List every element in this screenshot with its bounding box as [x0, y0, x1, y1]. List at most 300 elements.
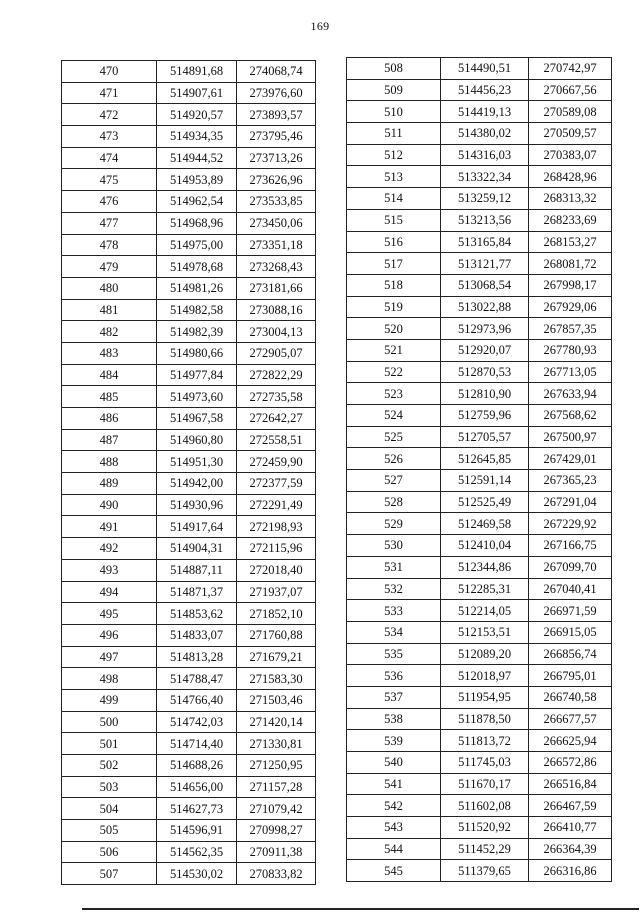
point-number-cell: 495 [62, 603, 157, 625]
y-coordinate-cell: 268313,32 [529, 188, 612, 210]
y-coordinate-cell: 267365,23 [529, 470, 612, 492]
x-coordinate-cell: 512525,49 [441, 491, 529, 513]
y-coordinate-cell: 273893,57 [237, 104, 316, 126]
y-coordinate-cell: 267166,75 [529, 535, 612, 557]
table-row [62, 169, 316, 191]
table-row [347, 405, 612, 427]
table-row [347, 730, 612, 752]
y-coordinate-cell: 270589,08 [529, 101, 612, 123]
x-coordinate-cell: 513213,56 [441, 209, 529, 231]
x-coordinate-cell: 514316,03 [441, 144, 529, 166]
point-number-cell: 476 [62, 191, 157, 213]
x-coordinate-cell: 512973,96 [441, 318, 529, 340]
table-row [347, 361, 612, 383]
x-coordinate-cell: 511379,65 [441, 860, 529, 882]
x-coordinate-cell: 514596,91 [157, 820, 237, 842]
y-coordinate-cell: 272291,49 [237, 494, 316, 516]
y-coordinate-cell: 267713,05 [529, 361, 612, 383]
y-coordinate-cell: 268233,69 [529, 209, 612, 231]
table-row [347, 860, 612, 882]
table-row [62, 234, 316, 256]
table-row [347, 838, 612, 860]
point-number-cell: 539 [347, 730, 441, 752]
x-coordinate-cell: 514975,00 [157, 234, 237, 256]
table-row [347, 188, 612, 210]
point-number-cell: 545 [347, 860, 441, 882]
x-coordinate-cell: 512469,58 [441, 513, 529, 535]
point-number-cell: 492 [62, 538, 157, 560]
x-coordinate-cell: 511954,95 [441, 686, 529, 708]
y-coordinate-cell: 266856,74 [529, 643, 612, 665]
point-number-cell: 502 [62, 755, 157, 777]
point-number-cell: 501 [62, 733, 157, 755]
x-coordinate-cell: 514490,51 [441, 58, 529, 80]
point-number-cell: 510 [347, 101, 441, 123]
y-coordinate-cell: 270383,07 [529, 144, 612, 166]
y-coordinate-cell: 268153,27 [529, 231, 612, 253]
y-coordinate-cell: 271503,46 [237, 689, 316, 711]
coordinates-table-left [61, 60, 316, 885]
point-number-cell: 494 [62, 581, 157, 603]
point-number-cell: 513 [347, 166, 441, 188]
table-row [347, 795, 612, 817]
x-coordinate-cell: 514982,39 [157, 321, 237, 343]
table-row [347, 296, 612, 318]
x-coordinate-cell: 513165,84 [441, 231, 529, 253]
x-coordinate-cell: 511520,92 [441, 817, 529, 839]
point-number-cell: 509 [347, 79, 441, 101]
table-row [62, 364, 316, 386]
x-coordinate-cell: 513259,12 [441, 188, 529, 210]
point-number-cell: 515 [347, 209, 441, 231]
x-coordinate-cell: 514456,23 [441, 79, 529, 101]
point-number-cell: 525 [347, 426, 441, 448]
table-row [347, 686, 612, 708]
x-coordinate-cell: 514904,31 [157, 538, 237, 560]
table-row [62, 711, 316, 733]
table-row [62, 277, 316, 299]
y-coordinate-cell: 273976,60 [237, 82, 316, 104]
table-row [62, 668, 316, 690]
point-number-cell: 542 [347, 795, 441, 817]
point-number-cell: 481 [62, 299, 157, 321]
table-row [347, 253, 612, 275]
table-row [62, 798, 316, 820]
y-coordinate-cell: 271079,42 [237, 798, 316, 820]
coordinates-table-right [346, 57, 612, 882]
table-row [62, 104, 316, 126]
x-coordinate-cell: 513121,77 [441, 253, 529, 275]
x-coordinate-cell: 513322,34 [441, 166, 529, 188]
table-row [62, 61, 316, 83]
point-number-cell: 536 [347, 665, 441, 687]
point-number-cell: 497 [62, 646, 157, 668]
point-number-cell: 475 [62, 169, 157, 191]
table-row [62, 386, 316, 408]
table-row [347, 101, 612, 123]
point-number-cell: 505 [62, 820, 157, 842]
point-number-cell: 491 [62, 516, 157, 538]
x-coordinate-cell: 512870,53 [441, 361, 529, 383]
point-number-cell: 529 [347, 513, 441, 535]
x-coordinate-cell: 514930,96 [157, 494, 237, 516]
y-coordinate-cell: 273181,66 [237, 277, 316, 299]
x-coordinate-cell: 514887,11 [157, 559, 237, 581]
y-coordinate-cell: 266740,58 [529, 686, 612, 708]
y-coordinate-cell: 266364,39 [529, 838, 612, 860]
y-coordinate-cell: 272822,29 [237, 364, 316, 386]
point-number-cell: 518 [347, 274, 441, 296]
table-row [62, 624, 316, 646]
table-row [62, 256, 316, 278]
table-row [347, 491, 612, 513]
point-number-cell: 520 [347, 318, 441, 340]
table-row [347, 665, 612, 687]
table-row [62, 473, 316, 495]
y-coordinate-cell: 268081,72 [529, 253, 612, 275]
point-number-cell: 470 [62, 61, 157, 83]
table-row [347, 752, 612, 774]
table-row [347, 470, 612, 492]
x-coordinate-cell: 512810,90 [441, 383, 529, 405]
table-row [347, 773, 612, 795]
table-row [62, 82, 316, 104]
table-row [62, 820, 316, 842]
point-number-cell: 530 [347, 535, 441, 557]
table-row [347, 209, 612, 231]
point-number-cell: 489 [62, 473, 157, 495]
point-number-cell: 493 [62, 559, 157, 581]
x-coordinate-cell: 514934,35 [157, 126, 237, 148]
y-coordinate-cell: 267998,17 [529, 274, 612, 296]
x-coordinate-cell: 514742,03 [157, 711, 237, 733]
x-coordinate-cell: 512705,57 [441, 426, 529, 448]
table-row [62, 559, 316, 581]
point-number-cell: 485 [62, 386, 157, 408]
x-coordinate-cell: 514833,07 [157, 624, 237, 646]
point-number-cell: 480 [62, 277, 157, 299]
point-number-cell: 528 [347, 491, 441, 513]
table-row [347, 817, 612, 839]
x-coordinate-cell: 511602,08 [441, 795, 529, 817]
x-coordinate-cell: 514530,02 [157, 863, 237, 885]
table-row [347, 339, 612, 361]
point-number-cell: 483 [62, 342, 157, 364]
x-coordinate-cell: 511813,72 [441, 730, 529, 752]
x-coordinate-cell: 514973,60 [157, 386, 237, 408]
y-coordinate-cell: 267929,06 [529, 296, 612, 318]
y-coordinate-cell: 266971,59 [529, 600, 612, 622]
x-coordinate-cell: 514967,58 [157, 408, 237, 430]
point-number-cell: 473 [62, 126, 157, 148]
table-row [62, 342, 316, 364]
y-coordinate-cell: 272558,51 [237, 429, 316, 451]
y-coordinate-cell: 271852,10 [237, 603, 316, 625]
y-coordinate-cell: 267500,97 [529, 426, 612, 448]
y-coordinate-cell: 271250,95 [237, 755, 316, 777]
x-coordinate-cell: 514980,66 [157, 342, 237, 364]
point-number-cell: 500 [62, 711, 157, 733]
y-coordinate-cell: 270509,57 [529, 123, 612, 145]
table-row [347, 600, 612, 622]
point-number-cell: 538 [347, 708, 441, 730]
y-coordinate-cell: 267857,35 [529, 318, 612, 340]
point-number-cell: 533 [347, 600, 441, 622]
table-row [347, 426, 612, 448]
table-row [62, 538, 316, 560]
x-coordinate-cell: 512344,86 [441, 556, 529, 578]
y-coordinate-cell: 272905,07 [237, 342, 316, 364]
y-coordinate-cell: 272115,96 [237, 538, 316, 560]
y-coordinate-cell: 270911,38 [237, 841, 316, 863]
y-coordinate-cell: 271157,28 [237, 776, 316, 798]
point-number-cell: 511 [347, 123, 441, 145]
x-coordinate-cell: 514380,02 [441, 123, 529, 145]
x-coordinate-cell: 511452,29 [441, 838, 529, 860]
point-number-cell: 527 [347, 470, 441, 492]
x-coordinate-cell: 514853,62 [157, 603, 237, 625]
point-number-cell: 532 [347, 578, 441, 600]
y-coordinate-cell: 273450,06 [237, 212, 316, 234]
point-number-cell: 526 [347, 448, 441, 470]
table-row [62, 689, 316, 711]
x-coordinate-cell: 514953,89 [157, 169, 237, 191]
y-coordinate-cell: 266795,01 [529, 665, 612, 687]
x-coordinate-cell: 514766,40 [157, 689, 237, 711]
table-row [62, 516, 316, 538]
y-coordinate-cell: 266516,84 [529, 773, 612, 795]
point-number-cell: 484 [62, 364, 157, 386]
y-coordinate-cell: 267633,94 [529, 383, 612, 405]
point-number-cell: 516 [347, 231, 441, 253]
table-row [347, 513, 612, 535]
table-row [62, 733, 316, 755]
x-coordinate-cell: 514907,61 [157, 82, 237, 104]
point-number-cell: 544 [347, 838, 441, 860]
point-number-cell: 487 [62, 429, 157, 451]
y-coordinate-cell: 273533,85 [237, 191, 316, 213]
y-coordinate-cell: 266316,86 [529, 860, 612, 882]
y-coordinate-cell: 267229,92 [529, 513, 612, 535]
point-number-cell: 482 [62, 321, 157, 343]
point-number-cell: 519 [347, 296, 441, 318]
table-row [347, 708, 612, 730]
point-number-cell: 531 [347, 556, 441, 578]
table-row [62, 191, 316, 213]
x-coordinate-cell: 514714,40 [157, 733, 237, 755]
y-coordinate-cell: 272642,27 [237, 408, 316, 430]
point-number-cell: 471 [62, 82, 157, 104]
y-coordinate-cell: 268428,96 [529, 166, 612, 188]
x-coordinate-cell: 514419,13 [441, 101, 529, 123]
point-number-cell: 486 [62, 408, 157, 430]
y-coordinate-cell: 271330,81 [237, 733, 316, 755]
point-number-cell: 537 [347, 686, 441, 708]
table-row [62, 776, 316, 798]
table-row [347, 556, 612, 578]
bottom-rule [82, 908, 639, 910]
y-coordinate-cell: 270667,56 [529, 79, 612, 101]
x-coordinate-cell: 513022,88 [441, 296, 529, 318]
y-coordinate-cell: 270833,82 [237, 863, 316, 885]
x-coordinate-cell: 512920,07 [441, 339, 529, 361]
x-coordinate-cell: 512645,85 [441, 448, 529, 470]
y-coordinate-cell: 273351,18 [237, 234, 316, 256]
x-coordinate-cell: 514562,35 [157, 841, 237, 863]
y-coordinate-cell: 273626,96 [237, 169, 316, 191]
point-number-cell: 524 [347, 405, 441, 427]
y-coordinate-cell: 267429,01 [529, 448, 612, 470]
table-row [347, 535, 612, 557]
y-coordinate-cell: 272018,40 [237, 559, 316, 581]
point-number-cell: 543 [347, 817, 441, 839]
x-coordinate-cell: 514920,57 [157, 104, 237, 126]
y-coordinate-cell: 266677,57 [529, 708, 612, 730]
x-coordinate-cell: 512759,96 [441, 405, 529, 427]
table-row [62, 603, 316, 625]
table-row [62, 863, 316, 885]
y-coordinate-cell: 267099,70 [529, 556, 612, 578]
table-row [62, 321, 316, 343]
x-coordinate-cell: 514627,73 [157, 798, 237, 820]
point-number-cell: 490 [62, 494, 157, 516]
table-row [62, 299, 316, 321]
x-coordinate-cell: 514917,64 [157, 516, 237, 538]
point-number-cell: 496 [62, 624, 157, 646]
point-number-cell: 477 [62, 212, 157, 234]
table-row [347, 166, 612, 188]
y-coordinate-cell: 273088,16 [237, 299, 316, 321]
table-row [347, 274, 612, 296]
y-coordinate-cell: 274068,74 [237, 61, 316, 83]
y-coordinate-cell: 272459,90 [237, 451, 316, 473]
y-coordinate-cell: 272735,58 [237, 386, 316, 408]
x-coordinate-cell: 512285,31 [441, 578, 529, 600]
point-number-cell: 535 [347, 643, 441, 665]
point-number-cell: 498 [62, 668, 157, 690]
x-coordinate-cell: 511878,50 [441, 708, 529, 730]
table-row [347, 79, 612, 101]
x-coordinate-cell: 512591,14 [441, 470, 529, 492]
x-coordinate-cell: 514813,28 [157, 646, 237, 668]
table-row [62, 429, 316, 451]
y-coordinate-cell: 273795,46 [237, 126, 316, 148]
x-coordinate-cell: 514656,00 [157, 776, 237, 798]
point-number-cell: 534 [347, 621, 441, 643]
x-coordinate-cell: 512018,97 [441, 665, 529, 687]
y-coordinate-cell: 266915,05 [529, 621, 612, 643]
point-number-cell: 521 [347, 339, 441, 361]
y-coordinate-cell: 266572,86 [529, 752, 612, 774]
table-row [62, 581, 316, 603]
y-coordinate-cell: 266467,59 [529, 795, 612, 817]
table-row [62, 841, 316, 863]
y-coordinate-cell: 271583,30 [237, 668, 316, 690]
table-row [62, 451, 316, 473]
y-coordinate-cell: 267568,62 [529, 405, 612, 427]
table-row [347, 231, 612, 253]
point-number-cell: 507 [62, 863, 157, 885]
y-coordinate-cell: 270998,27 [237, 820, 316, 842]
point-number-cell: 541 [347, 773, 441, 795]
y-coordinate-cell: 271760,88 [237, 624, 316, 646]
point-number-cell: 503 [62, 776, 157, 798]
table-row [62, 755, 316, 777]
table-row [347, 643, 612, 665]
coordinates-table-left-body [62, 61, 316, 885]
table-row [347, 383, 612, 405]
x-coordinate-cell: 514871,37 [157, 581, 237, 603]
x-coordinate-cell: 511745,03 [441, 752, 529, 774]
table-row [62, 408, 316, 430]
point-number-cell: 517 [347, 253, 441, 275]
table-row [347, 448, 612, 470]
x-coordinate-cell: 511670,17 [441, 773, 529, 795]
point-number-cell: 506 [62, 841, 157, 863]
x-coordinate-cell: 514978,68 [157, 256, 237, 278]
table-row [62, 126, 316, 148]
y-coordinate-cell: 271420,14 [237, 711, 316, 733]
y-coordinate-cell: 273004,13 [237, 321, 316, 343]
y-coordinate-cell: 272377,59 [237, 473, 316, 495]
point-number-cell: 514 [347, 188, 441, 210]
point-number-cell: 540 [347, 752, 441, 774]
table-row [62, 147, 316, 169]
y-coordinate-cell: 267291,04 [529, 491, 612, 513]
x-coordinate-cell: 514977,84 [157, 364, 237, 386]
y-coordinate-cell: 266410,77 [529, 817, 612, 839]
point-number-cell: 512 [347, 144, 441, 166]
x-coordinate-cell: 514951,30 [157, 451, 237, 473]
x-coordinate-cell: 512089,20 [441, 643, 529, 665]
point-number-cell: 522 [347, 361, 441, 383]
table-row [347, 144, 612, 166]
y-coordinate-cell: 267040,41 [529, 578, 612, 600]
point-number-cell: 474 [62, 147, 157, 169]
table-row [347, 621, 612, 643]
y-coordinate-cell: 267780,93 [529, 339, 612, 361]
x-coordinate-cell: 514788,47 [157, 668, 237, 690]
x-coordinate-cell: 514944,52 [157, 147, 237, 169]
table-row [347, 58, 612, 80]
table-row [347, 318, 612, 340]
point-number-cell: 508 [347, 58, 441, 80]
y-coordinate-cell: 271937,07 [237, 581, 316, 603]
point-number-cell: 479 [62, 256, 157, 278]
table-row [62, 494, 316, 516]
x-coordinate-cell: 513068,54 [441, 274, 529, 296]
x-coordinate-cell: 514962,54 [157, 191, 237, 213]
x-coordinate-cell: 514982,58 [157, 299, 237, 321]
x-coordinate-cell: 514942,00 [157, 473, 237, 495]
x-coordinate-cell: 514960,80 [157, 429, 237, 451]
x-coordinate-cell: 512214,05 [441, 600, 529, 622]
table-row [62, 212, 316, 234]
table-row [347, 578, 612, 600]
point-number-cell: 472 [62, 104, 157, 126]
y-coordinate-cell: 273713,26 [237, 147, 316, 169]
point-number-cell: 523 [347, 383, 441, 405]
x-coordinate-cell: 514968,96 [157, 212, 237, 234]
y-coordinate-cell: 266625,94 [529, 730, 612, 752]
x-coordinate-cell: 512153,51 [441, 621, 529, 643]
point-number-cell: 478 [62, 234, 157, 256]
point-number-cell: 504 [62, 798, 157, 820]
table-row [62, 646, 316, 668]
y-coordinate-cell: 270742,97 [529, 58, 612, 80]
point-number-cell: 488 [62, 451, 157, 473]
coordinates-table-right-body [347, 58, 612, 882]
